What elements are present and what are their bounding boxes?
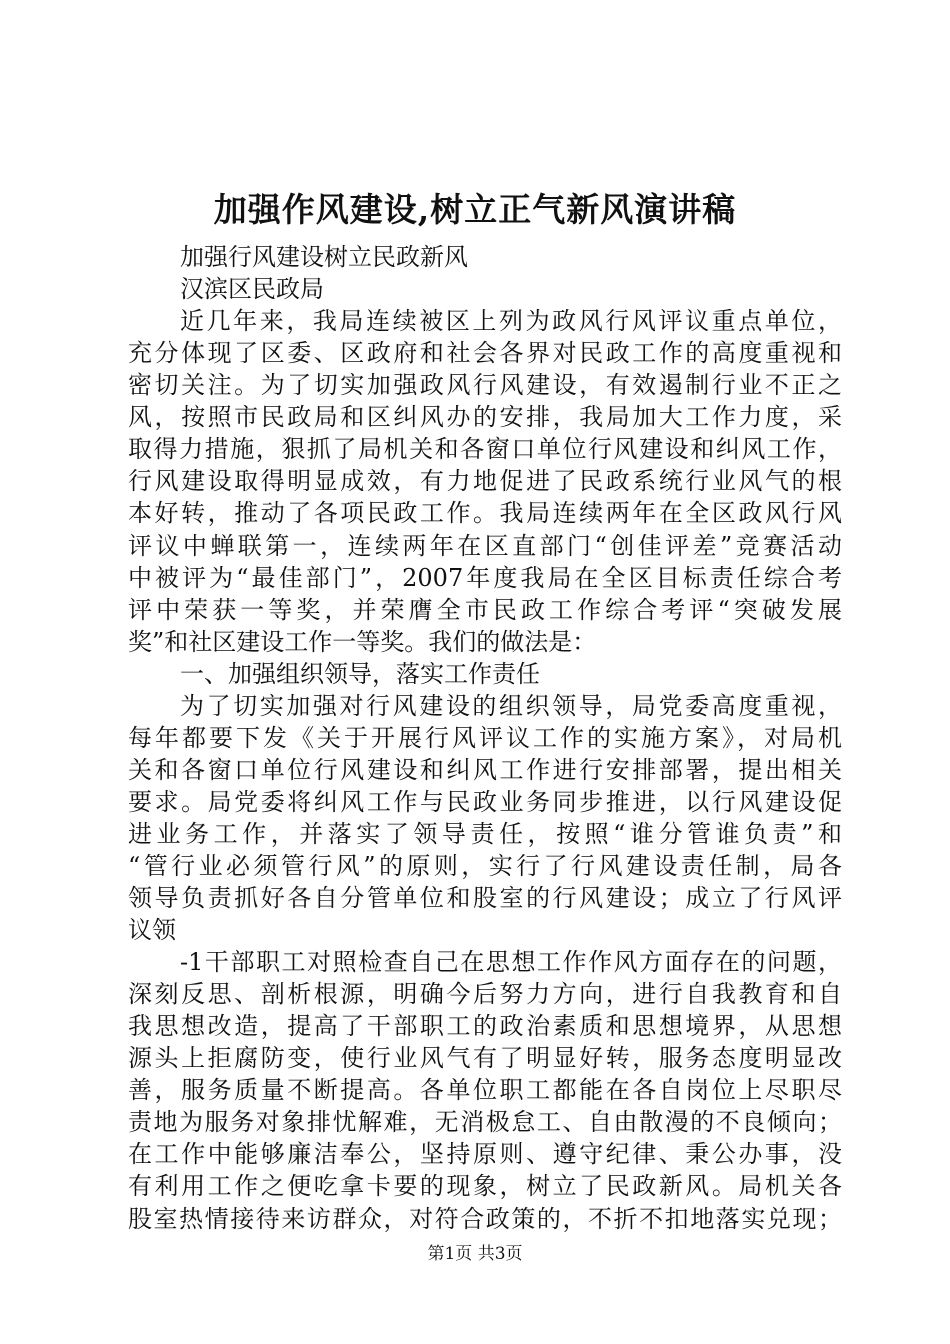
text-line: 密切关注。为了切实加强政风行风建设，有效遏制行业不正之 (128, 371, 842, 400)
text-line: 善，服务质量不断提高。各单位职工都能在各自岗位上尽职尽 (128, 1076, 842, 1105)
text-line: 评议中蝉联第一，连续两年在区直部门“创佳评差”竞赛活动 (128, 531, 842, 560)
text-line: 本好转，推动了各项民政工作。我局连续两年在全区政风行风 (128, 499, 842, 528)
text-line: 奖”和社区建设工作一等奖。我们的做法是： (128, 627, 597, 656)
text-line: 一、加强组织领导，落实工作责任 (180, 659, 540, 688)
text-line: 我思想改造，提高了干部职工的政治素质和思想境界，从思想 (128, 1012, 842, 1041)
text-line: 进业务工作，并落实了领导责任，按照“谁分管谁负责”和 (128, 819, 842, 848)
page-footer: 第1页 共3页 (427, 1244, 523, 1264)
text-line: 深刻反思、剖析根源，明确今后努力方向，进行自我教育和自 (128, 980, 842, 1009)
text-line: 近几年来，我局连续被区上列为政风行风评议重点单位， (180, 307, 842, 336)
text-line: 中被评为“最佳部门”，2007年度我局在全区目标责任综合考 (128, 563, 842, 592)
text-line: 关和各窗口单位行风建设和纠风工作进行安排部署，提出相关 (128, 755, 842, 784)
text-line: “管行业必须管行风”的原则，实行了行风建设责任制，局各 (128, 851, 842, 880)
text-line: 每年都要下发《关于开展行风评议工作的实施方案》，对局机 (128, 723, 842, 752)
text-line: 行风建设取得明显成效，有力地促进了民政系统行业风气的根 (128, 467, 842, 496)
document-title: 加强作风建设,树立正气新风演讲稿 (213, 190, 737, 229)
text-line: 充分体现了区委、区政府和社会各界对民政工作的高度重视和 (128, 339, 842, 368)
text-line: 有利用工作之便吃拿卡要的现象，树立了民政新风。局机关各 (128, 1172, 842, 1201)
text-line: 领导负责抓好各自分管单位和股室的行风建设；成立了行风评 (128, 884, 842, 912)
text-line: 加强行风建设树立民政新风 (180, 243, 468, 271)
text-line: 责地为服务对象排忧解难，无消极怠工、自由散漫的不良倾向； (128, 1108, 842, 1137)
text-line: 源头上拒腐防变，使行业风气有了明显好转，服务态度明显改 (128, 1044, 842, 1073)
text-line: 取得力措施，狠抓了局机关和各窗口单位行风建设和纠风工作， (128, 435, 842, 464)
text-line: 要求。局党委将纠风工作与民政业务同步推进，以行风建设促 (128, 787, 842, 816)
text-line: 在工作中能够廉洁奉公，坚持原则、遵守纪律、秉公办事，没 (128, 1140, 842, 1169)
text-line: 汉滨区民政局 (180, 275, 324, 304)
text-line: -1干部职工对照检查自己在思想工作作风方面存在的问题， (180, 948, 842, 977)
text-line: 风，按照市民政局和区纠风办的安排，我局加大工作力度，采 (128, 403, 842, 432)
text-line: 股室热情接待来访群众，对符合政策的，不折不扣地落实兑现； (128, 1204, 842, 1233)
text-line: 议领 (128, 916, 176, 944)
text-line: 评中荣获一等奖，并荣膺全市民政工作综合考评“突破发展 (128, 595, 842, 624)
text-line: 为了切实加强对行风建设的组织领导，局党委高度重视， (180, 691, 842, 720)
